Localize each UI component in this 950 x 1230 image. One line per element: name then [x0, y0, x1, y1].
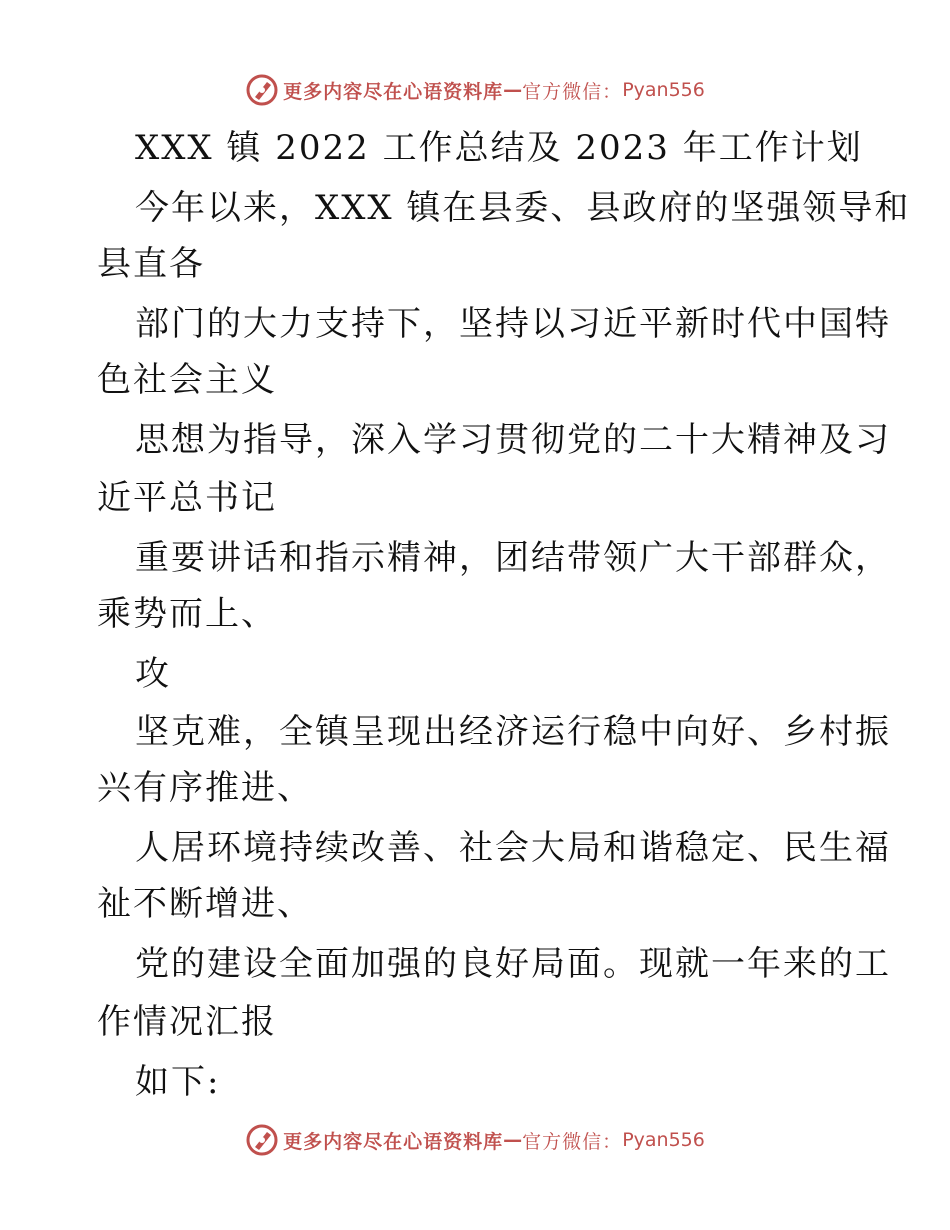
document-title: XXX 镇 2022 工作总结及 2023 年工作计划: [135, 128, 863, 168]
footer-watermark: [0, 1120, 950, 1160]
text-line: 兴有序推进、: [97, 768, 313, 808]
text-line: 色社会主义: [97, 360, 277, 400]
text-line: 重要讲话和指示精神，团结带领广大干部群众，: [135, 538, 891, 578]
pen-circle-logo-icon: [245, 1123, 279, 1157]
text-line: 县直各: [97, 244, 205, 284]
text-line: 坚克难，全镇呈现出经济运行稳中向好、乡村振: [135, 712, 891, 752]
text-line: 乘势而上、: [97, 594, 277, 634]
text-line: 近平总书记: [97, 478, 277, 518]
text-line: 攻: [135, 654, 171, 694]
watermark-sub-text: 官方微信：: [522, 1130, 623, 1153]
text-line: 党的建设全面加强的良好局面。现就一年来的工: [135, 944, 891, 984]
watermark-separator: —: [503, 79, 523, 101]
watermark-id: Pyan556: [622, 1129, 705, 1151]
text-line: 部门的大力支持下，坚持以习近平新时代中国特: [135, 304, 891, 344]
watermark-separator: —: [503, 1129, 523, 1151]
watermark-main-text: 更多内容尽在心语资料库: [283, 80, 504, 103]
watermark-main-text: 更多内容尽在心语资料库: [283, 1130, 504, 1153]
watermark-id: Pyan556: [622, 79, 705, 101]
text-line: 作情况汇报: [97, 1002, 277, 1042]
text-line: 祉不断增进、: [97, 884, 313, 924]
text-line: 人居环境持续改善、社会大局和谐稳定、民生福: [135, 828, 891, 868]
watermark-sub-text: 官方微信：: [522, 80, 623, 103]
pen-circle-logo-icon: [245, 73, 279, 107]
text-line: 如下:: [135, 1062, 221, 1102]
text-line: 思想为指导，深入学习贯彻党的二十大精神及习: [135, 420, 891, 460]
header-watermark: [0, 70, 950, 110]
text-line: 今年以来，XXX 镇在县委、县政府的坚强领导和: [135, 188, 911, 228]
